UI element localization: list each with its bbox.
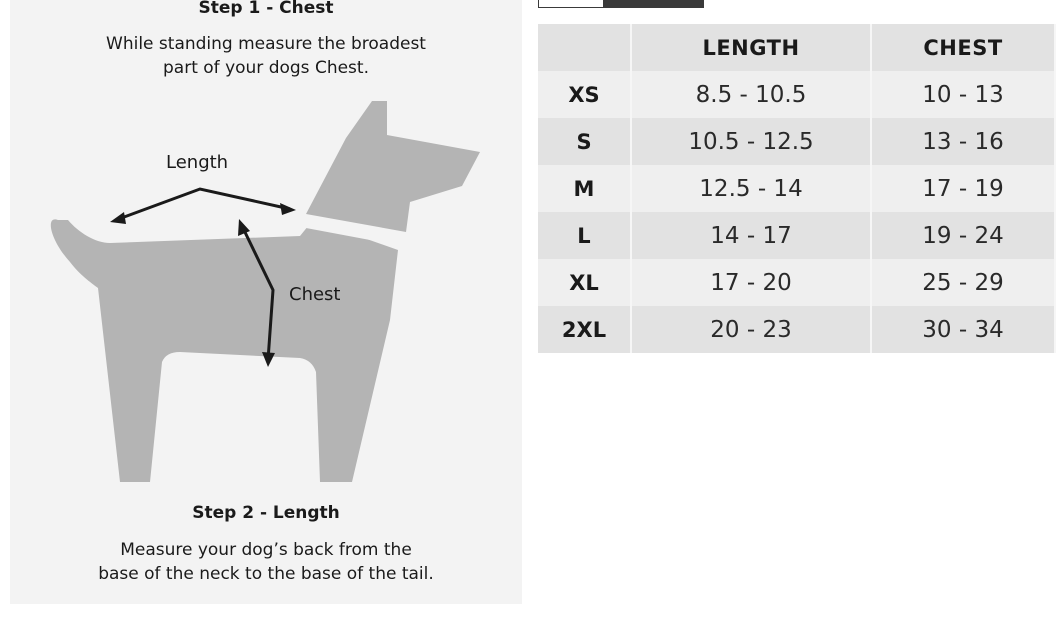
unit-option-active[interactable] xyxy=(603,0,703,7)
chest-arrowhead-top xyxy=(238,219,250,236)
size-cell: XS xyxy=(538,71,631,118)
size-cell: XL xyxy=(538,259,631,306)
chest-cell: 17 - 19 xyxy=(871,165,1055,212)
table-row xyxy=(538,212,1055,259)
header-length: LENGTH xyxy=(631,24,871,71)
length-cell: 14 - 17 xyxy=(631,212,871,259)
table-row xyxy=(538,259,1055,306)
length-cell: 12.5 - 14 xyxy=(631,165,871,212)
table-header-row xyxy=(538,24,1055,71)
dog-head-shape xyxy=(306,101,480,232)
chest-cell: 30 - 34 xyxy=(871,306,1055,353)
length-arrow xyxy=(116,189,290,220)
chest-cell: 25 - 29 xyxy=(871,259,1055,306)
step1-text-line1: While standing measure the broadest xyxy=(106,34,426,54)
length-arrowhead-right xyxy=(280,203,296,215)
step1-text-line2: part of your dogs Chest. xyxy=(163,58,369,78)
measuring-guide-panel xyxy=(10,0,522,604)
size-cell: 2XL xyxy=(538,306,631,353)
size-cell: S xyxy=(538,118,631,165)
length-label: Length xyxy=(166,152,229,173)
length-arrowhead-left xyxy=(110,212,126,224)
header-size xyxy=(538,24,631,71)
step2-title: Step 2 - Length xyxy=(192,503,340,523)
size-chart-table xyxy=(538,24,1056,353)
step2-text-line2: base of the neck to the base of the tail. xyxy=(98,564,434,584)
header-chest: CHEST xyxy=(871,24,1055,71)
table-row xyxy=(538,71,1055,118)
chest-cell: 19 - 24 xyxy=(871,212,1055,259)
size-cell: L xyxy=(538,212,631,259)
dog-measurement-illustration xyxy=(10,0,522,500)
chest-label: Chest xyxy=(289,284,341,305)
table-row xyxy=(538,118,1055,165)
length-cell: 8.5 - 10.5 xyxy=(631,71,871,118)
length-cell: 10.5 - 12.5 xyxy=(631,118,871,165)
length-cell: 20 - 23 xyxy=(631,306,871,353)
chest-cell: 13 - 16 xyxy=(871,118,1055,165)
unit-toggle[interactable] xyxy=(538,0,704,8)
table-row xyxy=(538,306,1055,353)
step2-text-line1: Measure your dog’s back from the xyxy=(120,540,412,560)
chest-cell: 10 - 13 xyxy=(871,71,1055,118)
table-row xyxy=(538,165,1055,212)
step1-title: Step 1 - Chest xyxy=(198,0,334,18)
chest-arrowhead-bottom xyxy=(262,352,275,367)
size-cell: M xyxy=(538,165,631,212)
dog-body-shape xyxy=(51,219,398,482)
length-cell: 17 - 20 xyxy=(631,259,871,306)
unit-option-inactive[interactable] xyxy=(539,0,603,7)
